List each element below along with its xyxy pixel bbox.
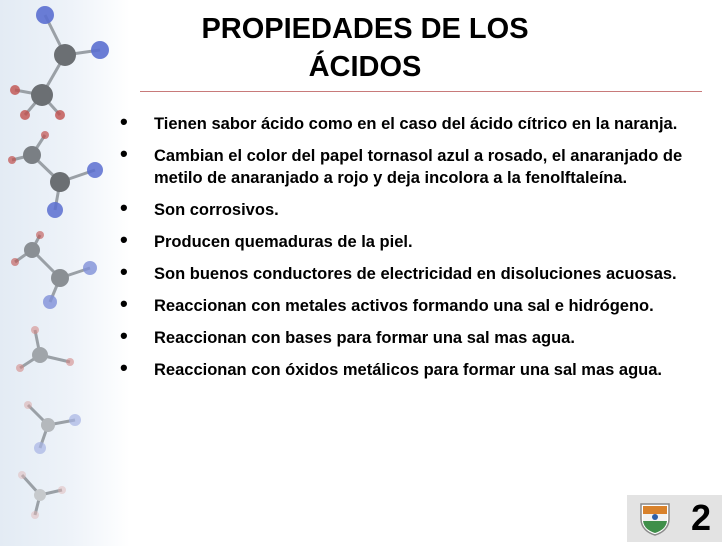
bullet-text: Son buenos conductores de electricidad en disoluciones acuosas.	[154, 265, 677, 283]
bullet-icon: •	[120, 291, 128, 316]
molecule-graphic	[0, 0, 130, 546]
bullet-text: Son corrosivos.	[154, 201, 279, 219]
slide-title-line2: ÁCIDOS	[308, 51, 422, 83]
bullet-icon: •	[120, 195, 128, 220]
bullet-list	[118, 109, 718, 391]
footer-badge	[627, 495, 722, 542]
bullet-icon: •	[120, 323, 128, 348]
bullet-item	[118, 291, 718, 317]
bullet-text: Cambian el color del papel tornasol azul a rosado, el anaranjado de metilo de anaranjado a rojo y deja incolora a la fenolftaleína.	[154, 147, 683, 187]
slide-title	[130, 10, 600, 86]
bullet-icon: •	[120, 259, 128, 284]
bullet-item	[118, 109, 718, 135]
bullet-icon: •	[120, 141, 128, 166]
bullet-item	[118, 323, 718, 349]
bullet-item	[118, 259, 718, 285]
title-divider	[140, 91, 702, 92]
bullet-icon: •	[120, 355, 128, 380]
bullet-text: Reaccionan con metales activos formando una sal e hidrógeno.	[154, 297, 654, 315]
page-number: 2	[690, 497, 712, 538]
bullet-text: Reaccionan con óxidos metálicos para formar una sal mas agua.	[154, 361, 663, 379]
bullet-item	[118, 355, 718, 381]
bullet-item	[118, 227, 718, 253]
bullet-text: Producen quemaduras de la piel.	[154, 233, 413, 251]
bullet-text: Tienen sabor ácido como en el caso del ácido cítrico en la naranja.	[154, 115, 678, 133]
molecule-decoration	[0, 0, 130, 546]
bullet-text: Reaccionan con bases para formar una sal mas agua.	[154, 329, 575, 347]
bullet-item	[118, 195, 718, 221]
slide-title-line1: PROPIEDADES DE LOS	[201, 13, 529, 45]
crest-icon	[637, 501, 673, 537]
bullet-icon: •	[120, 109, 128, 134]
bullet-icon: •	[120, 227, 128, 252]
bullet-item	[118, 141, 718, 189]
